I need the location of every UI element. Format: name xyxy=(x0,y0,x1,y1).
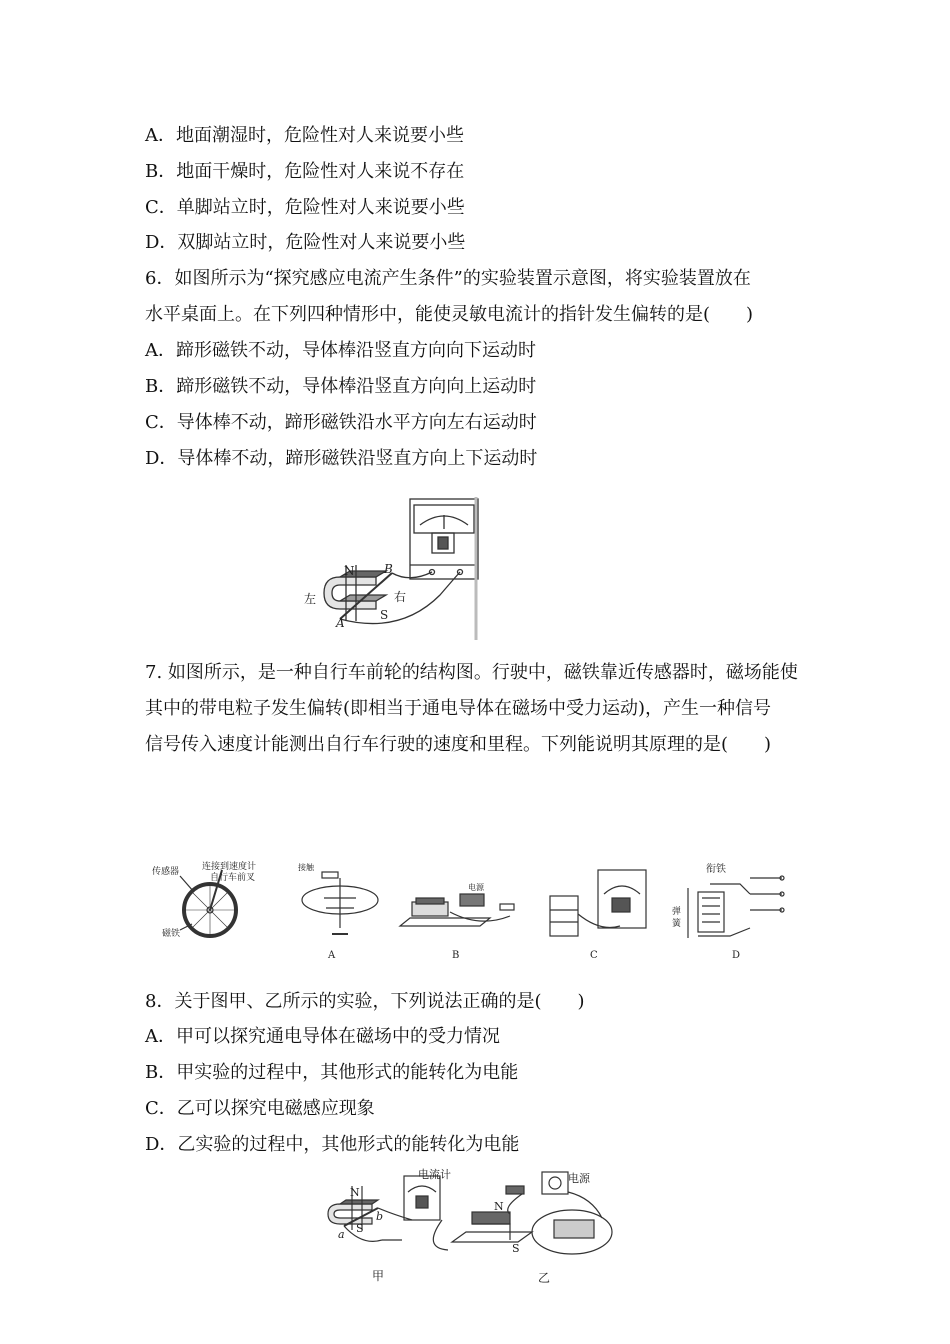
q6-stem-line2: 水平桌面上。在下列四种情形中，能使灵敏电流计的指针发生偏转的是( ) xyxy=(145,304,754,325)
q5-option-c: C．单脚站立时，危险性对人来说要小些 xyxy=(145,197,465,218)
fig7-caption-c: C xyxy=(590,950,598,961)
q8-option-a: A．甲可以探究通电导体在磁场中的受力情况 xyxy=(145,1026,500,1047)
fig8-label-galvanometer: 电流计 xyxy=(418,1168,451,1181)
fig6-label-b: B xyxy=(384,562,393,576)
fig8-caption-yi: 乙 xyxy=(538,1271,551,1285)
fig7-label-power: 电源 xyxy=(468,883,484,892)
fig8-yi-label-s: S xyxy=(512,1242,520,1255)
fig6-label-a: A xyxy=(336,616,345,630)
q5-option-a: A．地面潮湿时，危险性对人来说要小些 xyxy=(145,125,464,146)
q8-option-d: D．乙实验的过程中，其他形式的能转化为电能 xyxy=(145,1134,520,1155)
fig7-label-connect1: 连接到速度计 xyxy=(202,862,257,872)
fig6-label-left: 左 xyxy=(304,592,317,606)
fig8-caption-jia: 甲 xyxy=(372,1269,385,1283)
fig7-label-magnet: 磁铁 xyxy=(162,929,181,939)
fig7-label-spring2: 簧 xyxy=(672,919,682,929)
q8-option-c: C．乙可以探究电磁感应现象 xyxy=(145,1098,375,1119)
q7-stem-line3: 信号传入速度计能测出自行车行驶的速度和里程。下列能说明其原理的是( ) xyxy=(145,734,772,755)
q8-option-b: B．甲实验的过程中，其他形式的能转化为电能 xyxy=(145,1062,519,1083)
fig7-caption-a: A xyxy=(328,950,336,961)
fig7-label-jiechu: 接触 xyxy=(298,863,314,872)
fig7-caption-b: B xyxy=(452,950,460,961)
q6-option-d: D．导体棒不动，蹄形磁铁沿竖直方向上下运动时 xyxy=(145,448,538,469)
q7-stem-line1: 7. 如图所示，是一种自行车前轮的结构图。行驶中，磁铁靠近传感器时，磁场能使 xyxy=(145,662,798,683)
q8-stem: 8．关于图甲、乙所示的实验，下列说法正确的是( ) xyxy=(145,991,585,1012)
q6-option-b: B．蹄形磁铁不动，导体棒沿竖直方向向上运动时 xyxy=(145,376,537,397)
fig8-label-a: a xyxy=(338,1228,345,1241)
fig7-label-connect2: 自行车前叉 xyxy=(210,873,256,883)
fig8-label-power: 电源 xyxy=(568,1172,590,1185)
q6-figure xyxy=(300,495,490,645)
q6-stem-line1: 6．如图所示为“探究感应电流产生条件”的实验装置示意图，将实验装置放在 xyxy=(145,268,751,289)
q7-stem-line2: 其中的带电粒子发生偏转(即相当于通电导体在磁场中受力运动)，产生一种信号 xyxy=(145,698,772,719)
fig8-yi-label-n: N xyxy=(494,1200,504,1213)
q6-option-a: A．蹄形磁铁不动，导体棒沿竖直方向向下运动时 xyxy=(145,340,536,361)
fig6-label-n: N xyxy=(344,564,355,578)
fig8-jia-label-n: N xyxy=(350,1186,360,1199)
q7-figure xyxy=(150,858,800,968)
q5-option-d: D．双脚站立时，危险性对人来说要小些 xyxy=(145,232,466,253)
q6-option-c: C．导体棒不动，蹄形磁铁沿水平方向左右运动时 xyxy=(145,412,537,433)
fig8-jia-label-s: S xyxy=(356,1222,364,1235)
q8-figure xyxy=(322,1168,622,1288)
q5-option-b: B．地面干燥时，危险性对人来说不存在 xyxy=(145,161,465,182)
fig6-label-s: S xyxy=(380,608,389,622)
fig7-label-spring1: 弹 xyxy=(672,907,682,917)
fig7-label-sensor: 传感器 xyxy=(152,867,180,877)
fig7-label-xiantie: 衔铁 xyxy=(706,864,726,875)
fig6-label-right: 右 xyxy=(394,590,407,604)
fig7-caption-d: D xyxy=(732,950,741,961)
fig8-label-b: b xyxy=(376,1210,384,1223)
